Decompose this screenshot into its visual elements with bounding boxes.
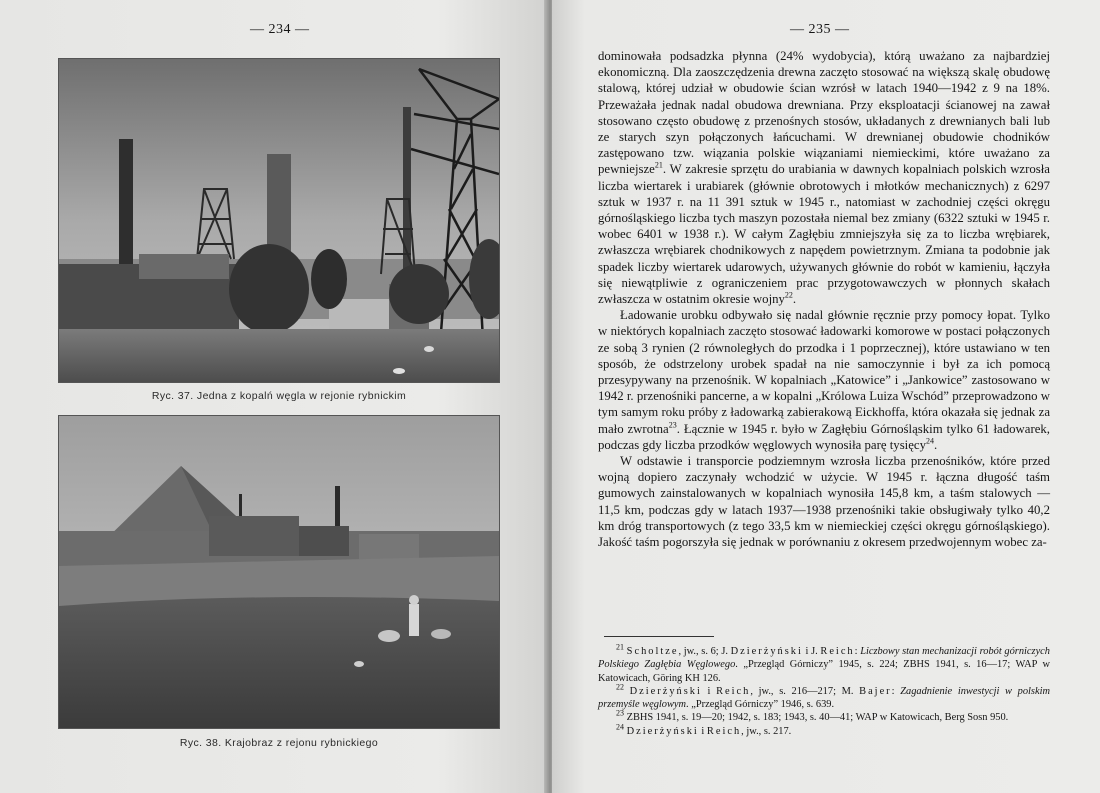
- footnote-marker: 23: [668, 420, 677, 430]
- paragraph: [598, 48, 1050, 307]
- body-text: [598, 48, 1050, 550]
- page-number-right: — 235 —: [790, 22, 850, 37]
- text-run: , jw., s. 6; J.: [678, 646, 731, 657]
- footnote: [598, 682, 1050, 712]
- left-page: [0, 0, 548, 793]
- text-run: :: [854, 646, 861, 657]
- author-name: Bajer: [859, 685, 892, 697]
- author-name: Dzierżyński: [629, 685, 702, 697]
- text-run: .: [792, 292, 797, 307]
- text-run: . „Przegląd Górniczy” 1945, s. 224; ZBHS 1941, s. 16—17; WAP w Katowicach, Göring KH 126.: [598, 659, 1050, 684]
- footnote: [598, 722, 1050, 738]
- text-run: .: [934, 437, 938, 452]
- figure-caption-37: Ryc. 37. Jedna z kopalń węgla w rejonie rybnickim: [151, 390, 407, 402]
- italic-title: Liczbowy stan mechanizacji robót górniczych Polskiego Zagłębia Węglowego: [598, 646, 1050, 671]
- footnote: [598, 642, 1050, 685]
- author-name: Reich: [716, 685, 751, 697]
- footnote: [598, 711, 1050, 724]
- footnote-marker: 22: [616, 682, 624, 692]
- footnotes: [598, 642, 1050, 738]
- paragraph: [598, 307, 1050, 453]
- footnote-separator: [604, 636, 714, 637]
- text-run: Ładowanie urobku odbywało się nadal głównie ręcznie przy pomocy łopat. Tylko w niektórych kopalniach zaczęto stosować ładowarki komorowe w postaci połączonych ze sobą 3 rynien (2 równoległych do przodka i 1 poprzecznej), które ustawiano w ten sposób, że odstrzelony urobek spadał na nie samoczynnie i był za ich pomocą przesypywany na przenośnik. W kopalniach „Katowice” i „Jankowice” zastosowano w 1942 r. przenośniki pancerne, a w kopalni „Królowa Luiza Wschód” przeprowadzono w tym samym roku próby z ładowarką zabierakową Eickhoffa, która okazała się jednak za mało zwrotna: [598, 308, 1050, 436]
- text-run: . Łącznie w 1945 r. było w Zagłębiu Górnośląskim tylko 61 ładowarek, podczas gdy liczba przodków węglowych wynosiła parę tysięcy: [598, 421, 1050, 452]
- text-run: , jw., s. 217.: [741, 725, 792, 737]
- text-run: . W zakresie sprzętu do urabiania w dawnych kopalniach polskich wzrosła liczba wiertarek i urabiarek (głównie obrotowych i młotków mechanicznych) z 6297 sztuk w 1937 r. na 11 391 sztuk w 1945 r., natomiast w zachodniej części okręgu górnośląskiego liczba tych maszyn pozostała niemal bez zmiany (6322 sztuki w 1945 r. wobec 6401 w 1938 r.). W całym Zagłębiu zmniejszyła się za to liczba wrębiarek, zwłaszcza wrębiarek chodnikowych z napędem powietrznym. Zmiana ta podobnie jak spadek liczby wiertarek udarowych, używanych głównie do robót w kamieniu, łączyła się niewątpliwie z ograniczeniem prac przygotowawczych w płonnych skałach zwłaszcza w ostatnim okresie wojny: [598, 162, 1050, 307]
- photo-landscape: [58, 415, 500, 729]
- text-run: ZBHS 1941, s. 19—20; 1942, s. 183; 1943, s. 40—41; WAP w Katowicach, Berg Sosn 950.: [624, 712, 1009, 724]
- footnote-marker: 22: [784, 290, 793, 300]
- text-run: , jw., s. 216—217; M.: [750, 685, 860, 697]
- text-run: i: [698, 725, 707, 737]
- footnote-marker: 24: [616, 722, 624, 732]
- footnote-marker: 23: [616, 709, 624, 719]
- author-name: Scholtze: [626, 646, 679, 657]
- photo-coal-mine-image: [59, 59, 499, 382]
- photo-landscape-image: [59, 416, 499, 728]
- footnote-marker: 24: [926, 436, 934, 446]
- text-run: . „Przegląd Górniczy” 1946, s. 639.: [686, 699, 835, 711]
- text-run: W odstawie i transporcie podziemnym wzrosła liczba przenośników, które przed wojną dopiero zaczynały wchodzić w użycie. W 1945 r. łączna długość taśm gumowych zainstalowanych w kopalniach wynosiła 145,8 km, a taśm stalowych — 11,5 km, podczas gdy w latach 1937—1938 przenośniki takie obsługiwały tylko 40,2 km dróg transportowych (z tego 33,5 km w niemieckiej części okręgu górnośląskiego). Jakość taśm pogorszyła się jednak w porównaniu z okresem przedwojennym wobec za-: [598, 454, 1050, 550]
- page-number-left: — 234 —: [250, 22, 310, 37]
- text-run: :: [891, 685, 901, 697]
- text-run: i: [701, 685, 717, 697]
- footnote-marker: 21: [616, 642, 624, 652]
- text-run: i J.: [802, 646, 821, 657]
- figure-caption-38: Ryc. 38. Krajobraz z rejonu rybnickiego: [179, 737, 379, 749]
- italic-title: Zagadnienie inwestycji w polskim przemyśle węglowym: [598, 685, 1050, 711]
- author-name: Dzierżyński: [730, 646, 803, 657]
- author-name: Reich: [820, 646, 855, 657]
- author-name: Dzierżyński: [626, 725, 699, 737]
- right-page: [552, 0, 1100, 793]
- footnote-marker: 21: [654, 161, 663, 171]
- photo-coal-mine: [58, 58, 500, 383]
- paragraph: [598, 453, 1050, 550]
- text-run: dominowała podsadzka płynna (24% wydobycia), którą uważano za najbardziej ekonomiczną. Dla zaoszczędzenia drewna zaczęto stosować na większą skalę obudowę stalową, której udział w obudowie ścian wzrósł w latach 1940—1942 z 9 na 18%. Przeważała jednak nadal obudowa drewniana. Przy eksploatacji ścianowej na zawał stosowano często obudowę z przenośnych stosów, układanych z drewnianych bali lub ze starych szyn połączonych łańcuchami. W drewnianej obudowie chodników zastępowano tzw. wiązania polskie wiązaniami niemieckimi, które uważano za pewniejsze: [598, 49, 1050, 177]
- author-name: Reich: [706, 725, 742, 737]
